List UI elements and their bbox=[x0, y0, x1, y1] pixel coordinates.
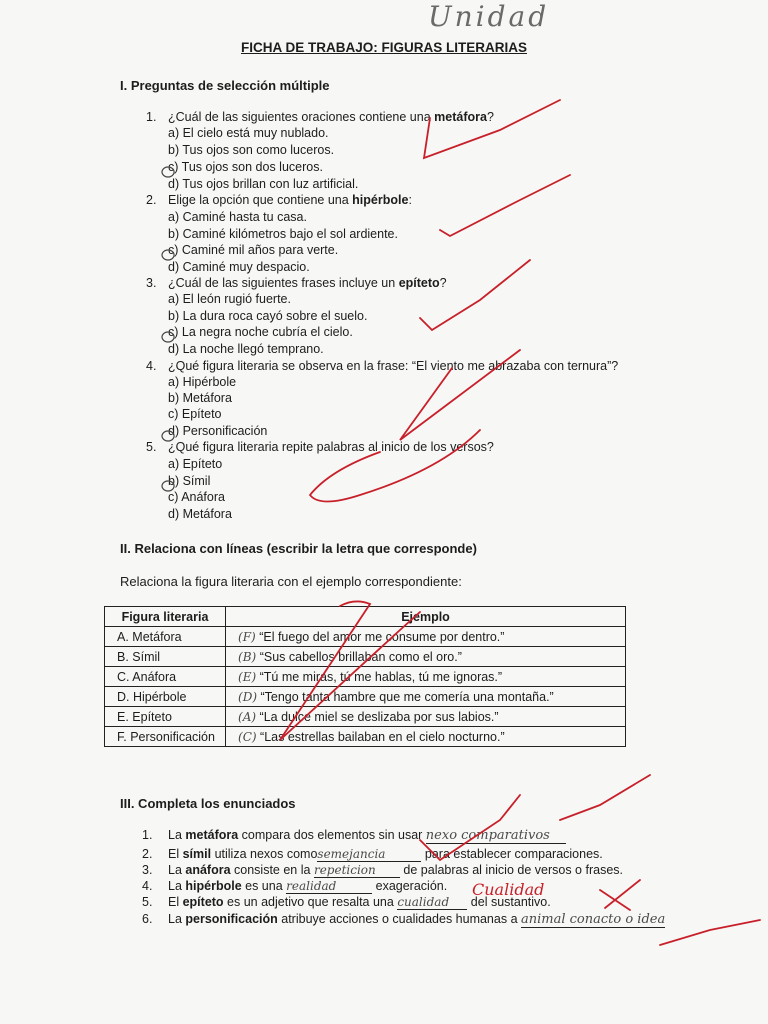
figura-cell: D. Hipérbole bbox=[105, 687, 226, 707]
q5-option-c: c) Anáfora bbox=[168, 490, 225, 504]
circle-mark-q5 bbox=[310, 430, 480, 502]
answer-circle-q4 bbox=[162, 431, 174, 441]
figura-cell: B. Símil bbox=[105, 647, 226, 667]
check-mark-q1 bbox=[424, 100, 560, 158]
answer-blank-2[interactable]: semejancia bbox=[317, 847, 421, 862]
section2-heading: II. Relaciona con líneas (escribir la letra que corresponde) bbox=[120, 541, 477, 556]
ejemplo-cell: (E) “Tú me miras, tú me hablas, tú me ignoras.” bbox=[226, 667, 626, 687]
q1-option-c: c) Tus ojos son dos luceros. bbox=[168, 160, 323, 174]
question-2: 2. Elige la opción que contiene una hipérbole: bbox=[146, 193, 412, 207]
check-mark-sec3-b bbox=[560, 775, 650, 820]
check-mark-relation bbox=[280, 601, 420, 740]
complete-item-6: 6. La personificación atribuye acciones o cualidades humanas a animal conacto o idea bbox=[142, 912, 666, 927]
ejemplo-cell: (D) “Tengo tanta hambre que me comería una montaña.” bbox=[226, 687, 626, 707]
answer-blank-4[interactable]: realidad bbox=[286, 879, 372, 894]
answer-blank-6[interactable]: animal conacto o idea bbox=[521, 912, 666, 927]
check-mark-sec3-a bbox=[420, 795, 520, 860]
question-5: 5. ¿Qué figura literaria repite palabras al inicio de los versos? bbox=[146, 440, 494, 454]
complete-item-5: 5. El epíteto es un adjetivo que resalta una cualidad del sustantivo. bbox=[142, 895, 551, 909]
complete-item-2: 2. El símil utiliza nexos comosemejancia para establecer comparaciones. bbox=[142, 847, 603, 861]
complete-item-3: 3. La anáfora consiste en la repeticion de palabras al inicio de versos o frases. bbox=[142, 863, 623, 877]
answer-blank-5[interactable]: cualidad bbox=[397, 895, 467, 910]
answer-circle-q5 bbox=[162, 481, 174, 491]
question-3: 3. ¿Cuál de las siguientes frases incluye un epíteto? bbox=[146, 276, 447, 290]
q3-option-a: a) El león rugió fuerte. bbox=[168, 292, 291, 306]
q5-option-d: d) Metáfora bbox=[168, 507, 232, 521]
question-4: 4. ¿Qué figura literaria se observa en la frase: “El viento me abrazaba con ternura”? bbox=[146, 359, 619, 373]
q3-option-b: b) La dura roca cayó sobre el suelo. bbox=[168, 309, 368, 323]
q1-option-b: b) Tus ojos son como luceros. bbox=[168, 143, 335, 157]
ejemplo-cell: (F) “El fuego del amor me consume por dentro.” bbox=[226, 627, 626, 647]
answer-circle-q3 bbox=[162, 332, 174, 342]
figura-cell: C. Anáfora bbox=[105, 667, 226, 687]
q5-option-a: a) Epíteto bbox=[168, 457, 223, 471]
question-1: 1. ¿Cuál de las siguientes oraciones contiene una metáfora? bbox=[146, 110, 494, 124]
answer-blank-3[interactable]: repeticion bbox=[314, 863, 400, 878]
teacher-correction-note: Cualidad bbox=[472, 880, 545, 899]
q2-option-b: b) Caminé kilómetros bajo el sol ardiente. bbox=[168, 227, 398, 241]
q4-option-b: b) Metáfora bbox=[168, 391, 232, 405]
ejemplo-cell: (C) “Las estrellas bailaban en el cielo nocturno.” bbox=[226, 727, 626, 747]
check-mark-q3 bbox=[420, 260, 530, 330]
section2-instruction: Relaciona la figura literaria con el ejemplo correspondiente: bbox=[120, 574, 462, 589]
check-mark-q4 bbox=[400, 350, 520, 440]
figura-cell: F. Personificación bbox=[105, 727, 226, 747]
q1-option-d: d) Tus ojos brillan con luz artificial. bbox=[168, 177, 359, 191]
x-mark-sec3 bbox=[600, 880, 640, 910]
col-ejemplo-header: Ejemplo bbox=[226, 607, 626, 627]
check-mark-q2 bbox=[440, 175, 570, 236]
col-figura-header: Figura literaria bbox=[105, 607, 226, 627]
q4-option-a: a) Hipérbole bbox=[168, 375, 237, 389]
q1-option-a: a) El cielo está muy nublado. bbox=[168, 126, 329, 140]
q5-option-b: b) Símil bbox=[168, 474, 211, 488]
ejemplo-cell: (A) “La dulce miel se deslizaba por sus labios.” bbox=[226, 707, 626, 727]
page-title: FICHA DE TRABAJO: FIGURAS LITERARIAS bbox=[241, 40, 527, 55]
ejemplo-cell: (B) “Sus cabellos brillaban como el oro.” bbox=[226, 647, 626, 667]
complete-item-4: 4. La hipérbole es una realidad exageración. bbox=[142, 879, 448, 893]
q2-option-a: a) Caminé hasta tu casa. bbox=[168, 210, 307, 224]
handwritten-unit-label: Unidad bbox=[428, 0, 550, 33]
q4-option-d: d) Personificación bbox=[168, 424, 268, 438]
q3-option-c: c) La negra noche cubría el cielo. bbox=[168, 325, 353, 339]
answer-circle-q2 bbox=[162, 250, 174, 260]
q4-option-c: c) Epíteto bbox=[168, 407, 222, 421]
answer-blank-1[interactable]: nexo comparativos bbox=[426, 828, 566, 844]
q2-option-d: d) Caminé muy despacio. bbox=[168, 260, 310, 274]
section3-heading: III. Completa los enunciados bbox=[120, 796, 296, 811]
section1-heading: I. Preguntas de selección múltiple bbox=[120, 78, 330, 93]
figura-cell: E. Epíteto bbox=[105, 707, 226, 727]
complete-item-1: 1. La metáfora compara dos elementos sin usar nexo comparativos bbox=[142, 828, 566, 844]
q2-option-c: c) Caminé mil años para verte. bbox=[168, 243, 339, 257]
figura-cell: A. Metáfora bbox=[105, 627, 226, 647]
check-mark-sec3-c bbox=[660, 920, 760, 945]
answer-circle-q1 bbox=[162, 167, 174, 177]
q3-option-d: d) La noche llegó temprano. bbox=[168, 342, 324, 356]
